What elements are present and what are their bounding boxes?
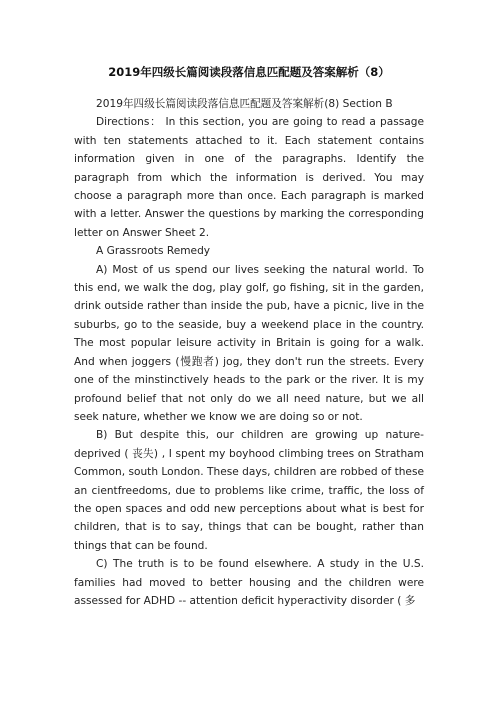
paragraph-c: C) The truth is to be found elsewhere. A study in the U.S. families had moved to better housing and the children were assessed for ADHD -- attention deficit hyperactivity disorder ( 多 xyxy=(74,558,424,607)
passage-title: A Grassroots Remedy xyxy=(96,245,211,258)
paragraph-directions: Directions： In this section, you are going to read a passage with ten statements attached to it. Each statement contains information given in one of the paragraphs. Identify the paragraph from which the information is derived. You may choose a paragraph more than once. Each paragraph is marked with a letter. Answer the questions by marking the corresponding letter on Answer Sheet 2. xyxy=(74,116,424,239)
paragraph-b: B) But despite this, our children are growing up nature-deprived ( 丧失) , I spent my boyhood climbing trees on Stratham Common, south London. These days, children are robbed of these an cientfreedoms, due to problems like crime, traffic, the loss of the open spaces and odd new perceptions about what is best for children, that is to say, things that can be bought, rather than things that can be found. xyxy=(74,429,424,552)
paragraph-a: A) Most of us spend our lives seeking the natural world. To this end, we walk the dog, play golf, go fishing, sit in the garden, drink outside rather than inside the pub, have a picnic, live in the suburbs, go to the seaside, buy a weekend place in the country. The most popular leisure activity in Britain is going for a walk. And when joggers (慢跑者) jog, they don't run the streets. Every one of the minstinctively heads to the park or the river. It is my profound belief that not only do we all need nature, but we all seek nature, whether we know we are doing so or not. xyxy=(74,263,424,423)
document-body xyxy=(74,95,424,610)
paragraph-intro-heading: 2019年四级长篇阅读段落信息匹配题及答案解析(8) Section B xyxy=(96,98,393,110)
document-title: 2019年四级长篇阅读段落信息匹配题及答案解析（8） xyxy=(108,65,390,79)
